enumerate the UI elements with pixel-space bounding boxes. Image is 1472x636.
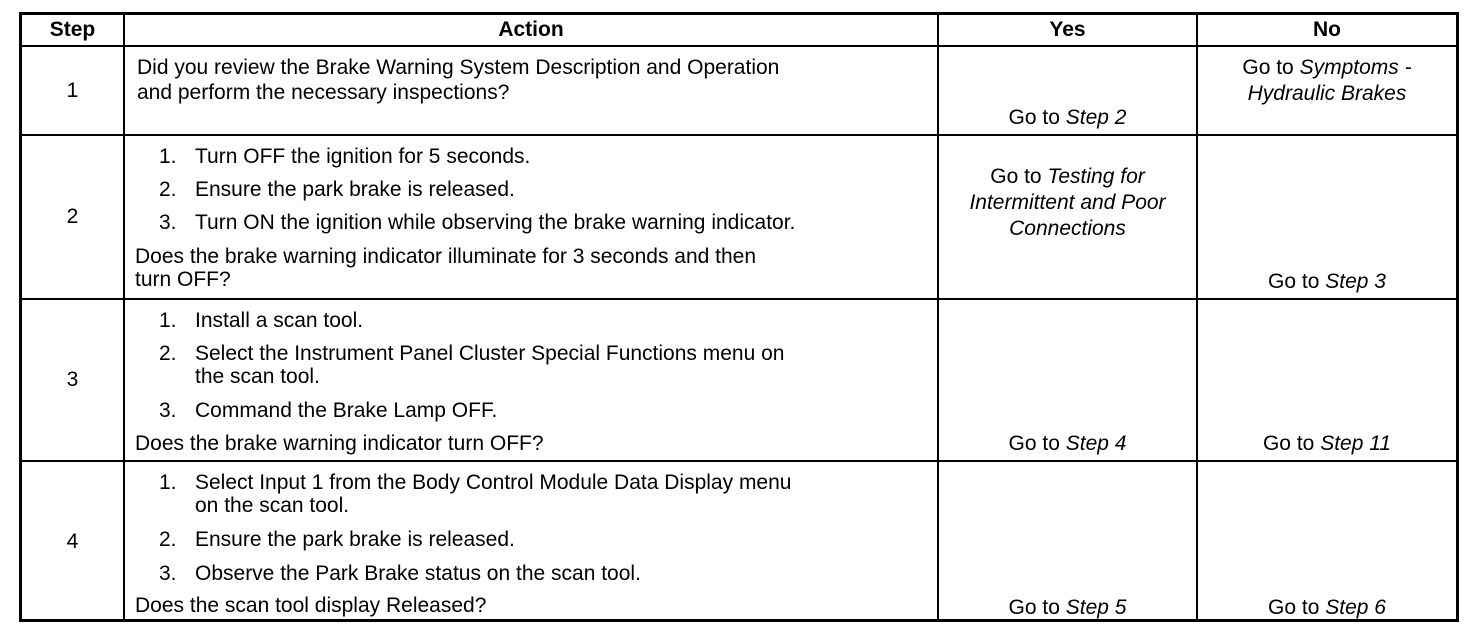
list-item-continuation: on the scan tool. — [195, 494, 350, 517]
yes-result: Go to Step 5 — [1008, 596, 1127, 619]
step-number: 1 — [66, 78, 79, 102]
no-result: Go to Step 3 — [1268, 270, 1386, 293]
yes-cell — [939, 47, 1198, 134]
table-row — [22, 47, 1456, 136]
list-item: 3. Turn ON the ignition while observing the brake warning indicator. — [159, 211, 796, 234]
table-row — [22, 462, 1456, 622]
step-number: 4 — [66, 530, 79, 553]
list-item: 2. Select the Instrument Panel Cluster Special Functions menu on — [159, 342, 785, 365]
no-result: Go to Step 11 — [1262, 432, 1392, 455]
diagnostic-table — [19, 12, 1459, 622]
step-cell — [22, 462, 125, 622]
table-row — [22, 136, 1456, 300]
yes-result: Go to Step 4 — [1008, 432, 1127, 455]
table-header-row — [22, 15, 1456, 47]
list-item: 2. Ensure the park brake is released. — [159, 178, 515, 201]
yes-result: Go to Testing for Intermittent and Poor Connections — [969, 165, 1166, 240]
yes-cell — [939, 300, 1198, 460]
list-item: 2. Ensure the park brake is released. — [159, 528, 515, 551]
no-result: Go to Step 6 — [1268, 596, 1386, 619]
list-item: 3. Observe the Park Brake status on the scan tool. — [159, 562, 641, 585]
action-cell — [125, 462, 939, 622]
no-cell — [1198, 47, 1456, 134]
list-item: 1. Select Input 1 from the Body Control Module Data Display menu — [159, 471, 792, 494]
step-cell — [22, 136, 125, 298]
header-no: No — [1313, 18, 1341, 41]
action-question: Does the scan tool display Released? — [135, 594, 487, 617]
yes-result: Go to Step 2 — [1008, 106, 1127, 129]
action-cell — [125, 136, 939, 298]
action-text: and perform the necessary inspections? — [137, 81, 510, 104]
no-cell — [1198, 462, 1456, 622]
list-item: 3. Command the Brake Lamp OFF. — [159, 399, 498, 422]
yes-cell — [939, 136, 1198, 298]
step-cell — [22, 47, 125, 134]
no-cell — [1198, 136, 1456, 298]
no-result: Go to Symptoms - Hydraulic Brakes — [1242, 56, 1412, 105]
header-action: Action — [125, 15, 939, 45]
action-cell — [125, 300, 939, 460]
yes-cell — [939, 462, 1198, 622]
action-text: Did you review the Brake Warning System Description and Operation — [137, 56, 780, 79]
list-item: 1. Install a scan tool. — [159, 309, 364, 332]
header-step: Step — [22, 15, 125, 45]
header-yes: Yes — [939, 15, 1198, 45]
action-cell — [125, 47, 939, 134]
action-question: Does the brake warning indicator turn OFF? — [135, 432, 544, 455]
step-cell — [22, 300, 125, 460]
list-item-continuation: the scan tool. — [195, 365, 320, 388]
table-row — [22, 300, 1456, 462]
step-number: 2 — [66, 205, 79, 228]
list-item: 1. Turn OFF the ignition for 5 seconds. — [159, 145, 531, 168]
action-question: turn OFF? — [135, 268, 231, 291]
action-question: Does the brake warning indicator illuminate for 3 seconds and then — [135, 245, 757, 268]
no-cell — [1198, 300, 1456, 460]
step-number: 3 — [66, 368, 79, 391]
